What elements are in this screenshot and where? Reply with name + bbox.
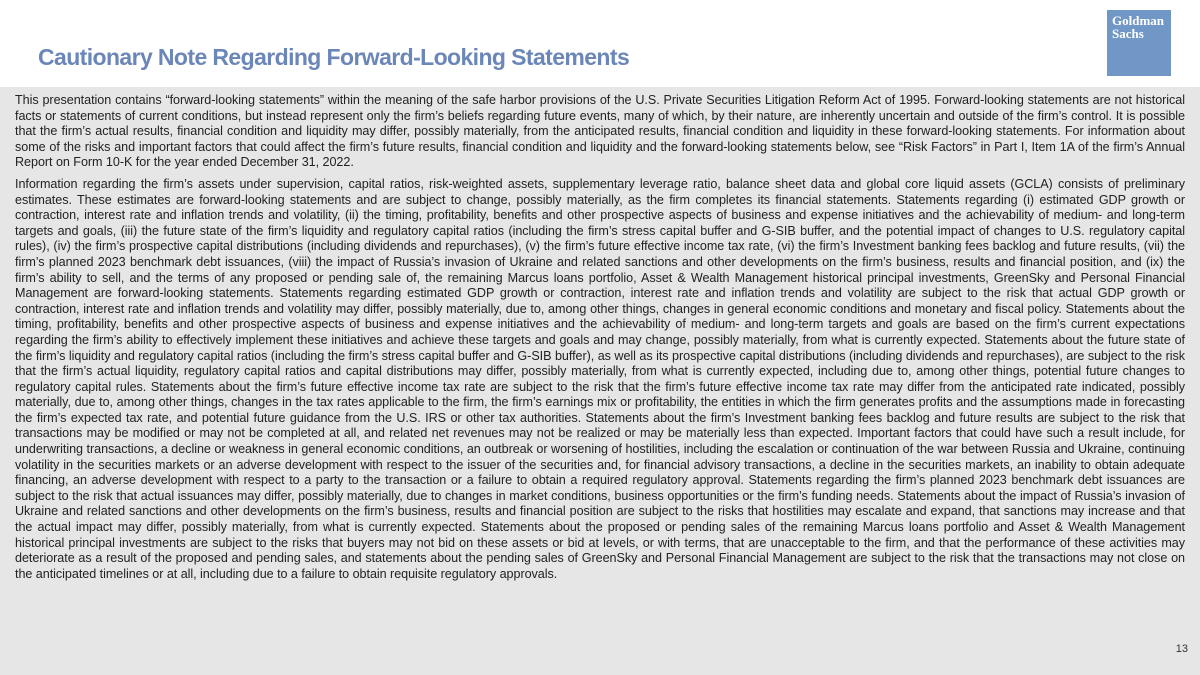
disclaimer-paragraph-1: This presentation contains “forward-looking statements” within the meaning of the safe harbor provisions of the U.S. Private Securities Litigation Reform Act of 1995. Forward-looking statements are not historical facts or statements of current conditions, but instead represent only the firm’s beliefs regarding future events, many of which, by their nature, are inherently uncertain and outside of the firm’s control. It is possible that the firm’s actual results, financial condition and liquidity may differ, possibly materially, from the anticipated results, financial condition and liquidity in these forward-looking statements. For information about some of the risks and important factors that could affect the firm’s future results, financial condition and liquidity and the forward-looking statements below, see “Risk Factors” in Part I, Item 1A of the firm’s Annual Report on Form 10-K for the year ended December 31, 2022.: [15, 93, 1185, 170]
logo-line-2: Sachs: [1112, 26, 1144, 41]
page-title: Cautionary Note Regarding Forward-Looking Statements: [38, 44, 630, 70]
page-number: 13: [1175, 643, 1188, 655]
disclaimer-paragraph-2: Information regarding the firm’s assets under supervision, capital ratios, risk-weighted assets, supplementary leverage ratio, balance sheet data and global core liquid assets (GCLA) consists of preliminary estimates. These estimates are forward-looking statements and are subject to change, possibly materially, as the firm completes its financial statements. Statements regarding (i) estimated GDP growth or contraction, interest rate and inflation trends and volatility, (ii) the timing, profitability, benefits and other prospective aspects of business and expense initiatives and the achievability of medium- and long-term targets and goals, (iii) the future state of the firm’s liquidity and regulatory capital ratios (including the firm’s stress capital buffer and G-SIB buffer, and the potential impact of changes to U.S. regulatory capital rules), (iv) the firm’s prospective capital distributions (including dividends and repurchases), (v) the firm’s future effective income tax rate, (vi) the firm’s Investment banking fees backlog and future results, (vii) the firm’s planned 2023 benchmark debt issuances, (viii) the impact of Russia’s invasion of Ukraine and related sanctions and other developments on the firm’s business, results and financial position, and (ix) the firm’s ability to sell, and the terms of any proposed or pending sale of, the remaining Marcus loans portfolio, Asset & Wealth Management historical principal investments, GreenSky and Personal Financial Management are forward-looking statements. Statements regarding estimated GDP growth or contraction, interest rate and inflation trends and volatility are subject to the risk that actual GDP growth or contraction, interest rate and inflation trends and volatility may differ, possibly materially, due to, among other things, changes in general economic conditions and monetary and fiscal policy. Statements about the timing, profitability, benefits and other prospective aspects of business and expense initiatives and the achievability of medium- and long-term targets and goals are based on the firm’s current expectations regarding the firm’s ability to effectively implement these initiatives and achieve these targets and goals and may change, possibly materially, from what is currently expected. Statements about the future state of the firm’s liquidity and regulatory capital ratios (including the firm’s stress capital buffer and G-SIB buffer), as well as its prospective capital distributions (including dividends and repurchases), are subject to the risk that the firm’s actual liquidity, regulatory capital ratios and capital distributions may differ, possibly materially, from what is currently expected, including due to, among other things, potential future changes to regulatory capital rules. Statements about the firm’s future effective income tax rate are subject to the risk that the firm’s future effective income tax rate may differ from the anticipated rate indicated, possibly materially, due to, among other things, changes in the tax rates applicable to the firm, the firm’s earnings mix or profitability, the entities in which the firm generates profits and the assumptions made in forecasting the firm’s expected tax rate, and potential future guidance from the U.S. IRS or other tax authorities. Statements about the firm’s Investment banking fees backlog and future results are subject to the risk that transactions may be modified or may not be completed at all, and related net revenues may not be realized or may be materially less than expected. Important factors that could have such a result include, for underwriting transactions, a decline or weakness in general economic conditions, an outbreak or worsening of hostilities, including the escalation or continuation of the war between Russia and Ukraine, continuing volatility in the securities markets or an adverse development with respect to the issuer of the securities and, for financial advisory transactions, a decline in the securities markets, an inability to obtain adequate financing, an adverse development with respect to a party to the transaction or a failure to obtain a required regulatory approval. Statements regarding the firm’s planned 2023 benchmark debt issuances are subject to the risk that actual issuances may differ, possibly materially, due to changes in market conditions, business opportunities or the firm’s funding needs. Statements about the impact of Russia’s invasion of Ukraine and related sanctions and other developments on the firm’s business, results and financial position are subject to the risks that hostilities may escalate and expand, that sanctions may increase and that the actual impact may differ, possibly materially, from what is currently expected. Statements about the proposed or pending sales of the remaining Marcus loans portfolio and Asset & Wealth Management historical principal investments are subject to the risks that buyers may not bid on these assets or bid at levels, or with terms, that are unacceptable to the firm, and that the performance of these activities may deteriorate as a result of the proposed and pending sales, and statements about the pending sales of GreenSky and Personal Financial Management are subject to the risk that the transactions may not close on the anticipated timelines or at all, including due to a failure to obtain requisite regulatory approvals.: [15, 176, 1185, 581]
disclaimer-panel: [0, 87, 1200, 675]
goldman-sachs-logo: [1107, 10, 1171, 76]
logo-line-1: Goldman: [1112, 13, 1165, 28]
